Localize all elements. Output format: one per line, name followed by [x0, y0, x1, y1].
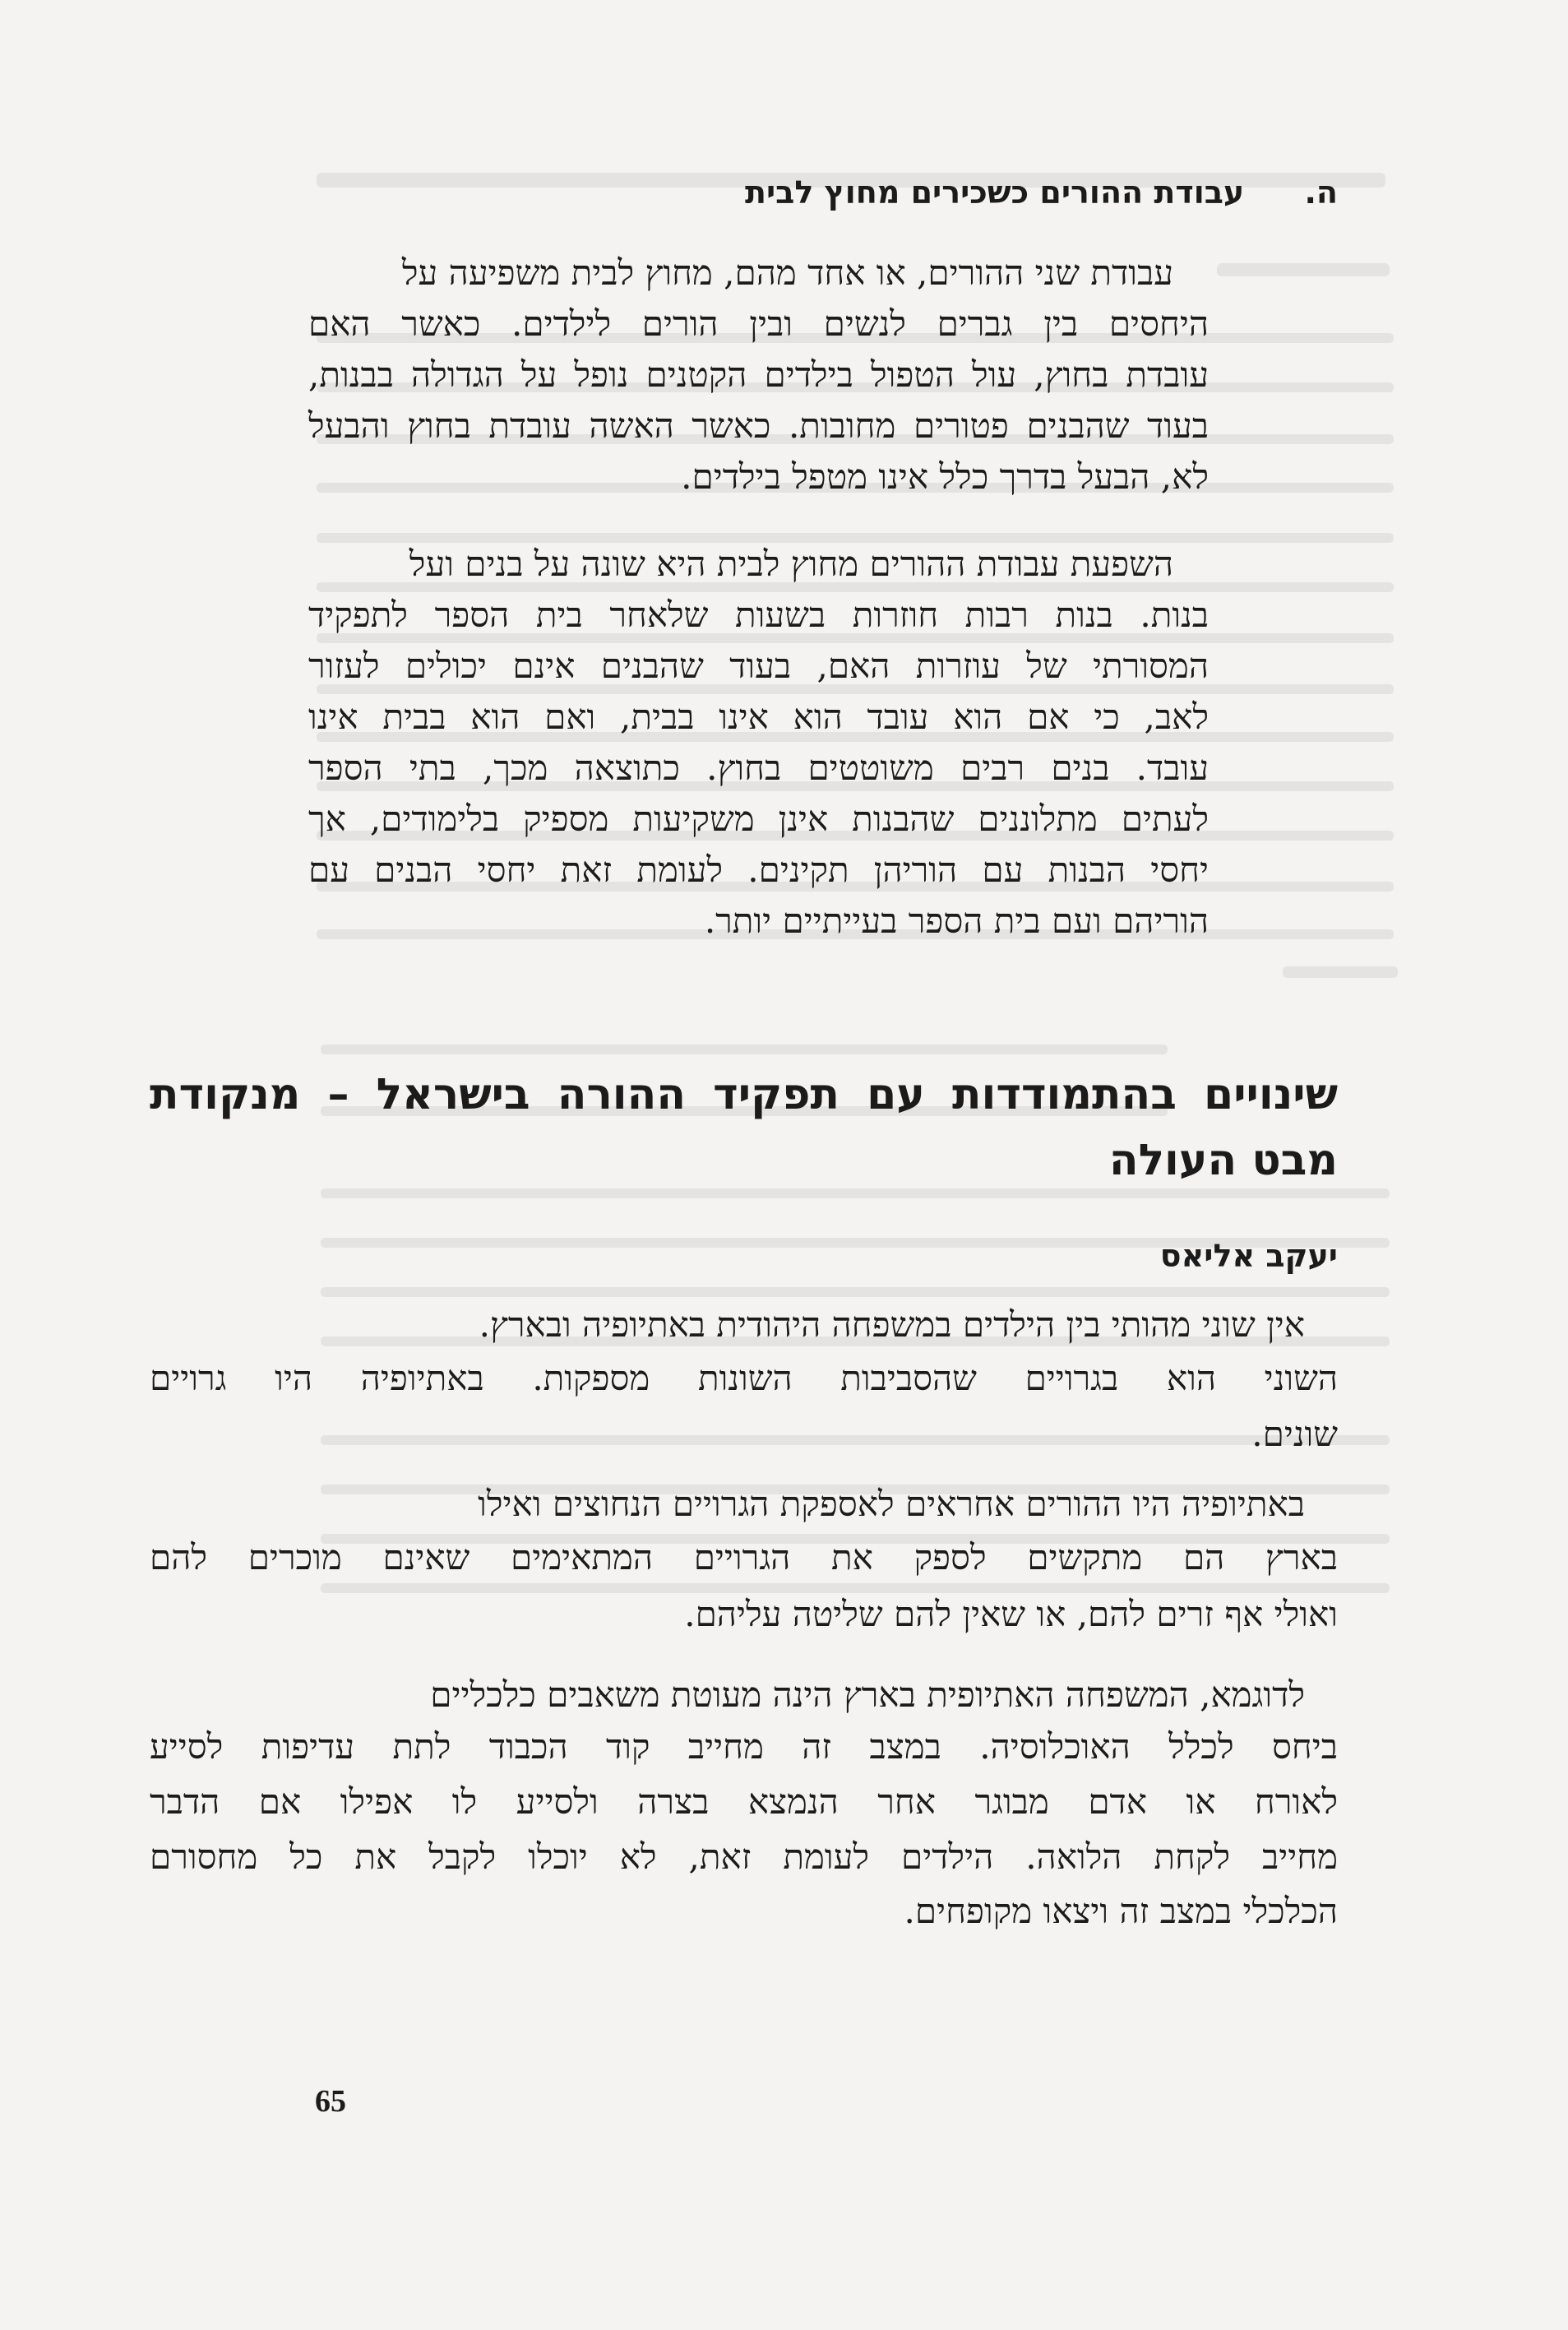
page-number: 65: [315, 2084, 346, 2119]
text-line: בעוד שהבנים פטורים מחובות. כאשר האשה עובדת בחוץ והבעל: [308, 405, 1209, 446]
text-line: באתיופיה היו ההורים אחראים לאספקת הגרויים הנחוצים ואילו: [478, 1484, 1305, 1524]
text-line: הכלכלי במצב זה ויצאו מקופחים.: [904, 1891, 1338, 1931]
text-line: אין שוני מהותי בין הילדים במשפחה היהודית באתיופיה ובארץ.: [479, 1304, 1305, 1345]
text-line: לאב, כי אם הוא עובד הוא אינו בבית, ואם הוא בבית אינו: [308, 697, 1209, 737]
text-line: שונים.: [1251, 1414, 1338, 1454]
text-line: בנות. בנות רבות חוזרות בשעות שלאחר בית הספר לתפקיד: [308, 595, 1209, 635]
text-line: השוני הוא בגרויים שהסביבות השונות מספקות. באתיופיה היו גרויים: [150, 1358, 1338, 1398]
text-line: עובד. בנים רבים משוטטים בחוץ. כתוצאה מכך, בתי הספר: [308, 748, 1209, 788]
text-line: היחסים בין גברים לנשים ובין הורים לילדים. כאשר האם: [308, 303, 1209, 344]
section-marker: ה.: [1304, 174, 1338, 211]
text-line: לדוגמא, המשפחה האתיופית בארץ הינה מעוטת משאבים כלכליים: [430, 1675, 1305, 1715]
text-line: ביחס לכלל האוכלוסיה. במצב זה מחייב קוד הכבוד לתת עדיפות לסייע: [150, 1726, 1338, 1767]
text-line: לא, הבעל בדרך כלל אינו מטפל בילדים.: [681, 456, 1209, 497]
section-heading: [745, 174, 1338, 211]
text-line: מחייב לקחת הלואה. הילדים לעומת זאת, לא יוכלו לקבל את כל מחסורם: [150, 1837, 1338, 1877]
section-title: עבודת ההורים כשכירים מחוץ לבית: [745, 174, 1245, 211]
text-line: עובדת בחוץ, עול הטפול בילדים הקטנים נופל על הגדולה בבנות,: [308, 354, 1209, 395]
chapter-title-line: מבט העולה: [1108, 1136, 1338, 1185]
text-line: יחסי הבנות עם הוריהן תקינים. לעומת זאת יחסי הבנים עם: [308, 850, 1209, 890]
text-line: המסורתי של עוזרות האם, בעוד שהבנים אינם יכולים לעזור: [308, 646, 1209, 686]
author-name: יעקב אליאס: [1159, 1238, 1338, 1274]
chapter-title-line: שינויים בהתמודדות עם תפקיד ההורה בישראל – מנקודת: [150, 1070, 1338, 1119]
text-line: בארץ הם מתקשים לספק את הגרויים המתאימים שאינם מוכרים להם: [150, 1537, 1338, 1577]
text-line: לעתים מתלוננים שהבנות אינן משקיעות מספיק בלימודים, אך: [308, 799, 1209, 839]
text-line: הוריהם ועם בית הספר בעייתיים יותר.: [704, 901, 1209, 941]
text-line: השפעת עבודת ההורים מחוץ לבית היא שונה על בנים ועל: [409, 544, 1173, 584]
text-line: ואולי אף זרים להם, או שאין להם שליטה עליהם.: [684, 1594, 1338, 1634]
text-line: לאורח או אדם מבוגר אחר הנמצא בצרה ולסייע לו אפילו אם הדבר: [150, 1781, 1338, 1822]
text-line: עבודת שני ההורים, או אחד מהם, מחוץ לבית משפיעה על: [401, 252, 1173, 293]
